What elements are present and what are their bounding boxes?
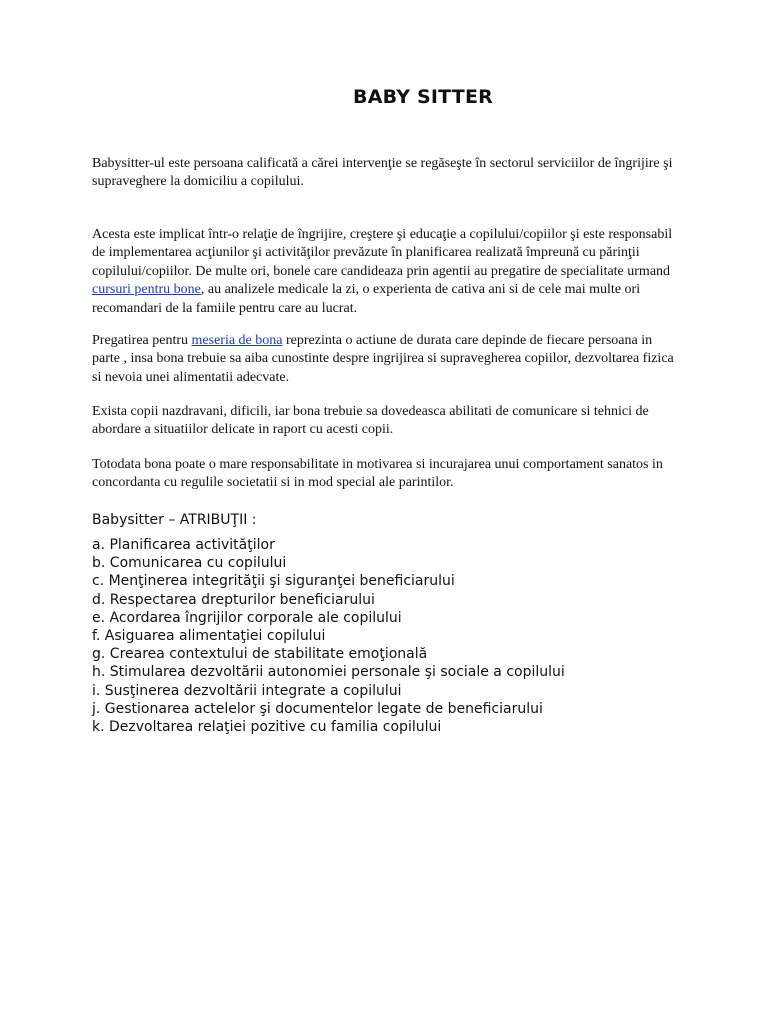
paragraph-intro-text: Babysitter-ul este persoana calificată a cărei intervenţie se regăseşte în sectorul serviciilor de îngrijire şi supraveghere la domiciliu a copilului. xyxy=(92,156,673,190)
list-item: j. Gestionarea actelelor şi documentelor legate de beneficiarului xyxy=(92,700,543,717)
paragraph-text: Totodata bona poate o mare responsabilitate in motivarea si incurajarea unui comportament sanatos in concordanta cu regulile societatii si in mod special ale parintilor. xyxy=(92,457,663,491)
list-item: k. Dezvoltarea relaţiei pozitive cu familia copilului xyxy=(92,718,442,735)
paragraph-responsibility xyxy=(92,456,682,493)
paragraph-text: reprezinta o actiune de durata care depinde de fiecare persoana in parte , insa bona trebuie sa aiba cunostinte despre ingrijirea si supravegherea copiilor, dezvoltarea fizica si nevoia unei alimentatii adecvate. xyxy=(92,333,674,385)
list-item: a. Planificarea activităţilor xyxy=(92,537,275,553)
paragraph-difficult-children xyxy=(92,403,682,440)
list-item: d. Respectarea drepturilor beneficiarului xyxy=(92,591,375,608)
list-item: c. Menţinerea integrităţii şi siguranţei beneficiarului xyxy=(92,573,455,590)
paragraph-training xyxy=(92,332,682,387)
paragraph-intro xyxy=(92,155,682,192)
paragraph-text: , au analizele medicale la zi, o experienta de cativa ani si de cele mai multe ori recomandari de la famiile pentru care au lucrat. xyxy=(92,282,641,316)
document-title: BABY SITTER xyxy=(353,86,493,108)
list-item: e. Acordarea îngrijilor corporale ale copilului xyxy=(92,609,402,626)
list-item: b. Comunicarea cu copilului xyxy=(92,555,287,572)
cursuri-pentru-bone-link[interactable]: cursuri pentru bone xyxy=(92,282,201,298)
atributii-list xyxy=(92,536,692,736)
list-item: f. Asiguarea alimentaţiei copilului xyxy=(92,627,326,644)
list-item: i. Susţinerea dezvoltării integrate a copilului xyxy=(92,682,402,699)
atributii-heading: Babysitter – ATRIBUŢII : xyxy=(92,512,257,528)
list-item: h. Stimularea dezvoltării autonomiei personale şi sociale a copilului xyxy=(92,664,565,681)
paragraph-text: Pregatirea pentru xyxy=(92,333,192,348)
list-item: g. Crearea contextului de stabilitate emoţională xyxy=(92,646,428,663)
paragraph-text: Acesta este implicat într-o relaţie de îngrijire, creştere şi educaţie a copilului/copiilor şi este responsabil de implementarea acţiunilor şi activităţilor prevăzute în planificarea realizată împreună cu părinţii copilului/copiilor. De multe ori, bonele care candideaza prin agentii au pregatire de specialitate urmand xyxy=(92,227,673,279)
paragraph-text: Exista copii nazdravani, dificili, iar bona trebuie sa dovedeasca abilitati de comunicare si tehnici de abordare a situatiilor delicate in raport cu acesti copii. xyxy=(92,404,649,438)
meseria-de-bona-link[interactable]: meseria de bona xyxy=(191,333,283,348)
paragraph-responsibilities xyxy=(92,226,682,318)
